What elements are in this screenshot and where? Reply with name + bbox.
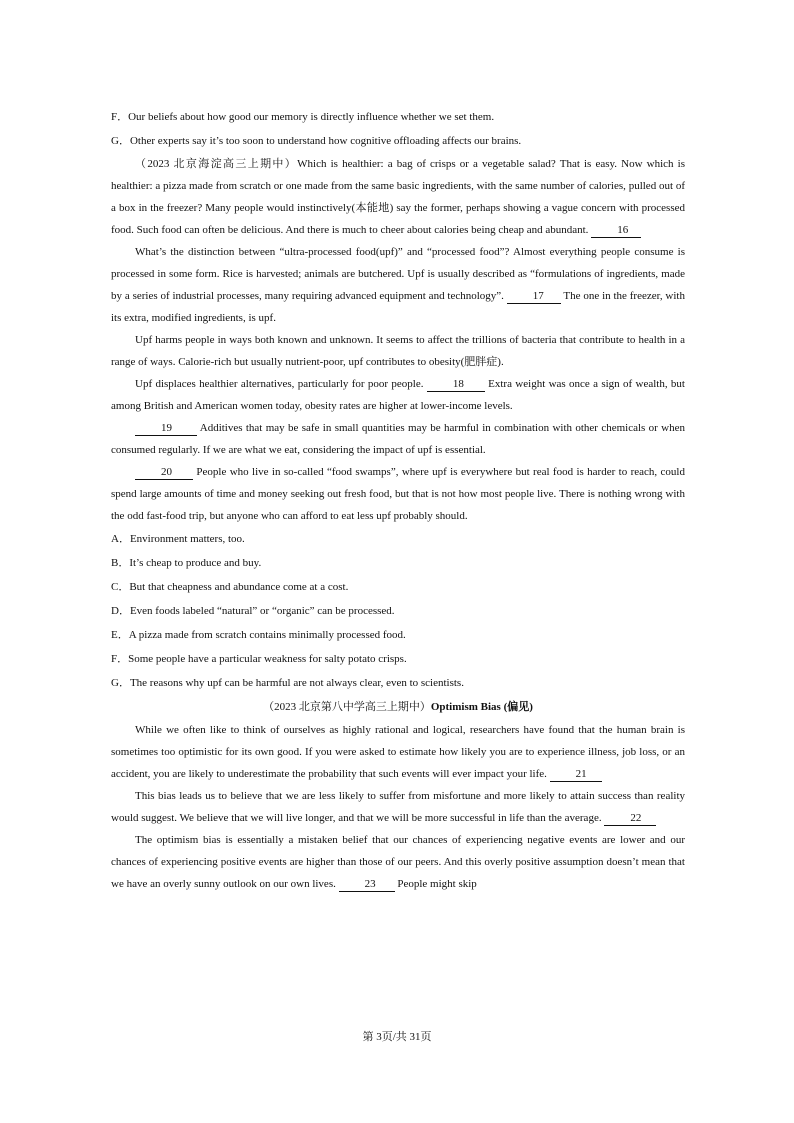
passage1-paragraph-4 xyxy=(111,373,685,417)
option-f-prev: F．Our beliefs about how good our memory is directly influence whether we set them. xyxy=(111,111,495,123)
blank-22: 22 xyxy=(604,811,656,826)
passage2-title xyxy=(111,695,685,719)
passage1-paragraph-5 xyxy=(111,417,685,461)
passage2-p3-text: The optimism bias is essentially a mistaken belief that our chances of experiencing negative events are lower and our chances of experiencing positive events are higher than those of our peers. And this overly positive assumption doesn’t mean that we have an overly sunny outlook on our own lives. xyxy=(111,834,685,890)
option-c: C．But that cheapness and abundance come at a cost. xyxy=(111,581,349,593)
option-g-prev: G．Other experts say it’s too soon to understand how cognitive offloading affects our brains. xyxy=(111,135,522,147)
blank-19: 19 xyxy=(135,421,197,436)
passage2-p3-after: People might skip xyxy=(394,878,477,890)
passage1-p4-before: Upf displaces healthier alternatives, particularly for poor people. xyxy=(135,378,427,390)
passage2-paragraph-1 xyxy=(111,719,685,785)
blank-18: 18 xyxy=(427,377,485,392)
passage1-paragraph-3: Upf harms people in ways both known and unknown. It seems to affect the trillions of bacteria that contribute to health in a range of ways. Calorie-rich but usually nutrient-poor, upf contributes to obesity(肥胖症). xyxy=(111,334,685,368)
passage1-p5-after: Additives that may be safe in small quantities may be harmful in combination with other chemicals or when consumed regularly. If we are what we eat, considering the impact of upf is essential. xyxy=(111,422,685,456)
blank-20: 20 xyxy=(135,465,193,480)
passage2-title-main: Optimism Bias (偏见) xyxy=(430,701,533,713)
option-e: E．A pizza made from scratch contains minimally processed food. xyxy=(111,629,406,641)
passage2-p2-text: This bias leads us to believe that we are less likely to suffer from misfortune and more likely to attain success than reality would suggest. We believe that we will live longer, and that we will be more successful in life than the average. xyxy=(111,790,685,824)
option-f: F．Some people have a particular weakness for salty potato crisps. xyxy=(111,653,407,665)
passage1-paragraph-1 xyxy=(111,153,685,241)
passage2-title-source: （2023 北京第八中学高三上期中） xyxy=(263,701,431,713)
passage1-p2-text: What’s the distinction between “ultra-processed food(upf)” and “processed food”? Almost everything people consume is processed in some form. Rice is harvested; animals are butchered. Upf is usually described as “formulations of ingredients, made by a series of industrial processes, many requiring advanced equipment and technology”. xyxy=(111,246,685,302)
option-a: A．Environment matters, too. xyxy=(111,533,245,545)
passage1-p1-text: （2023 北京海淀高三上期中）Which is healthier: a bag of crisps or a vegetable salad? That is easy. Now which is healthier: a pizza made from scratch or one made from the same basic ingredients, with the same number of calories, pulled out of a box in the freezer? Many people would instinctively(本能地) say the former, perhaps showing a vague concern with processed food. Such food can often be delicious. And there is much to cheer about calories being cheap and abundant. xyxy=(111,158,685,236)
page-content xyxy=(111,105,685,895)
blank-21: 21 xyxy=(550,767,602,782)
passage2-paragraph-3 xyxy=(111,829,685,895)
passage2-p1-text: While we often like to think of ourselves as highly rational and logical, researchers have found that the human brain is sometimes too optimistic for its own good. If you were asked to estimate how likely you are to experience illness, job loss, or an accident, you are likely to underestimate the probability that such events will ever impact your life. xyxy=(111,724,685,780)
option-b: B．It’s cheap to produce and buy. xyxy=(111,557,262,569)
option-g: G．The reasons why upf can be harmful are not always clear, even to scientists. xyxy=(111,677,464,689)
passage1-p2-after: The one in the freezer, with its extra, modified ingredients, is upf. xyxy=(111,290,685,324)
passage1-paragraph-6 xyxy=(111,461,685,527)
passage1-p6-after: People who live in so-called “food swamps”, where upf is everywhere but real food is harder to reach, could spend large amounts of time and money seeking out fresh food, but that is not how most people live. There is nothing wrong with the odd fast-food trip, but anyone who can afford to eat less upf probably should. xyxy=(111,466,685,522)
blank-17: 17 xyxy=(507,289,561,304)
blank-23: 23 xyxy=(339,877,395,892)
page-footer: 第 3页/共 31页 xyxy=(362,1031,432,1043)
passage1-p4-after: Extra weight was once a sign of wealth, but among British and American women today, obesity rates are higher at lower-income levels. xyxy=(111,378,685,412)
blank-16: 16 xyxy=(591,223,641,238)
passage1-paragraph-2 xyxy=(111,241,685,329)
passage2-paragraph-2 xyxy=(111,785,685,829)
option-d: D．Even foods labeled “natural” or “organic” can be processed. xyxy=(111,605,395,617)
